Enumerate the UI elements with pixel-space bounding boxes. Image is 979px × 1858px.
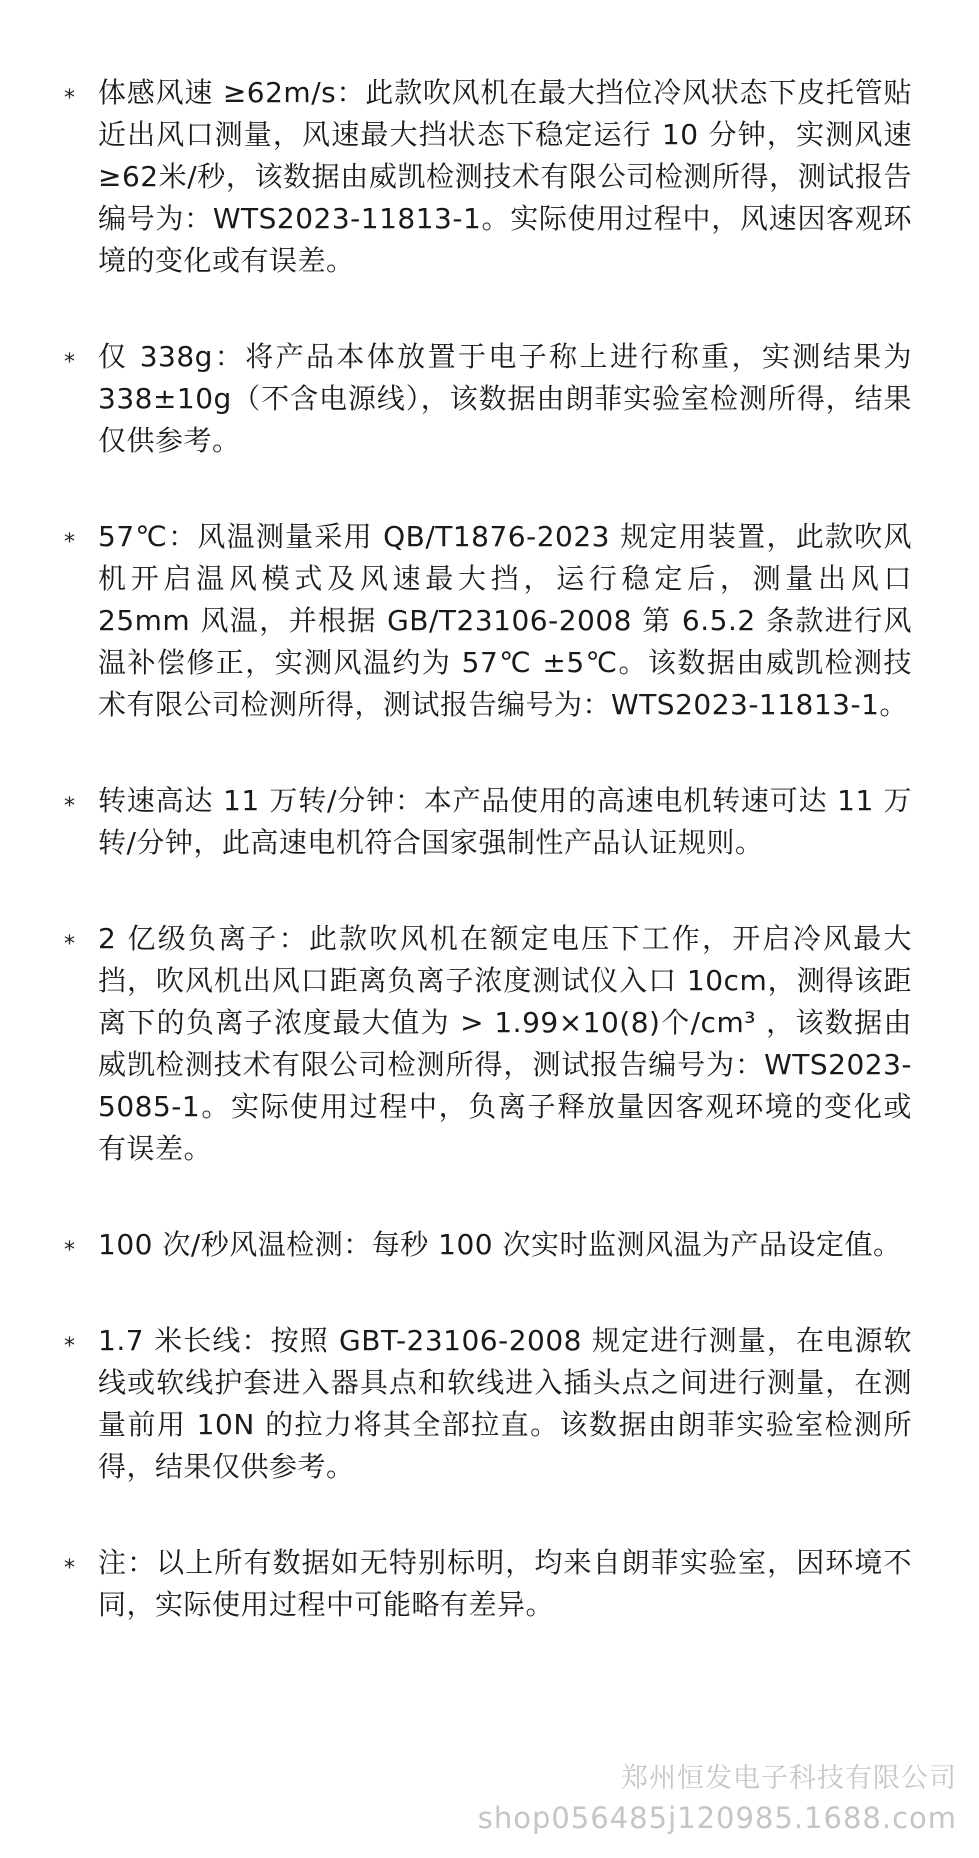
note-item-wind-speed xyxy=(62,72,912,282)
note-item-temperature-detection xyxy=(62,1224,912,1266)
asterisk-bullet-icon: * xyxy=(64,1238,76,1263)
note-text: 转速高达 11 万转/分钟：本产品使用的高速电机转速可达 11 万转/分钟，此高速电机符合国家强制性产品认证规则。 xyxy=(98,784,912,859)
notes-list xyxy=(62,72,912,1680)
note-text: 57℃：风温测量采用 QB/T1876-2023 规定用装置，此款吹风机开启温风模式及风速最大挡，运行稳定后，测量出风口 25mm 风温，并根据 GB/T23106-2008 第 6.5.2 条款进行风温补偿修正，实测风温约为 57℃ ±5℃。该数据由威凯检测技术有限公司检测所得，测试报告编号为：WTS2023-11813-1。 xyxy=(98,520,912,721)
note-text: 100 次/秒风温检测：每秒 100 次实时监测风温为产品设定值。 xyxy=(98,1228,902,1261)
asterisk-bullet-icon: * xyxy=(64,1556,76,1581)
note-item-disclaimer xyxy=(62,1542,912,1626)
note-item-wind-temperature xyxy=(62,516,912,726)
note-text: 1.7 米长线：按照 GBT-23106-2008 规定进行测量，在电源软线或软线护套进入器具点和软线进入插头点之间进行测量，在测量前用 10N 的拉力将其全部拉直。该数据由朗菲实验室检测所得，结果仅供参考。 xyxy=(98,1324,912,1483)
asterisk-bullet-icon: * xyxy=(64,932,76,957)
note-text: 仅 338g：将产品本体放置于电子称上进行称重，实测结果为 338±10g（不含电源线），该数据由朗菲实验室检测所得，结果仅供参考。 xyxy=(98,340,912,457)
note-text: 体感风速 ≥62m/s：此款吹风机在最大挡位冷风状态下皮托管贴近出风口测量，风速最大挡状态下稳定运行 10 分钟，实测风速 ≥62米/秒，该数据由威凯检测技术有限公司检测所得，测试报告编号为：WTS2023-11813-1。实际使用过程中，风速因客观环境的变化或有误差。 xyxy=(98,76,912,277)
asterisk-bullet-icon: * xyxy=(64,1334,76,1359)
note-item-weight xyxy=(62,336,912,462)
asterisk-bullet-icon: * xyxy=(64,530,76,555)
note-text: 注：以上所有数据如无特别标明，均来自朗菲实验室，因环境不同，实际使用过程中可能略有差异。 xyxy=(98,1546,912,1621)
watermark-url: shop056485j120985.1688.com xyxy=(477,1801,957,1835)
watermark-company: 郑州恒发电子科技有限公司 xyxy=(621,1763,957,1794)
asterisk-bullet-icon: * xyxy=(64,86,76,111)
note-item-motor-speed xyxy=(62,780,912,864)
note-item-cable-length xyxy=(62,1320,912,1488)
note-text: 2 亿级负离子：此款吹风机在额定电压下工作，开启冷风最大挡，吹风机出风口距离负离子浓度测试仪入口 10cm，测得该距离下的负离子浓度最大值为 > 1.99×10(8)个/cm³ ，该数据由威凯检测技术有限公司检测所得，测试报告编号为：WTS2023-5085-1。实际使用过程中，负离子释放量因客观环境的变化或有误差。 xyxy=(98,922,912,1165)
asterisk-bullet-icon: * xyxy=(64,794,76,819)
note-item-negative-ions xyxy=(62,918,912,1170)
asterisk-bullet-icon: * xyxy=(64,350,76,375)
